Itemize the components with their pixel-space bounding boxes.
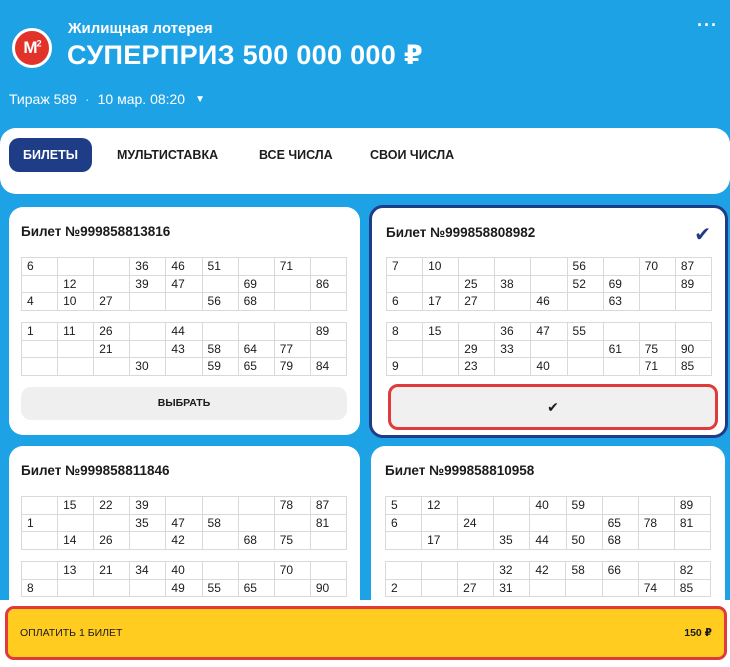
ticket-number-cell: 85	[674, 579, 710, 597]
ticket-number-cell: 27	[459, 293, 495, 311]
ticket-number-cell	[238, 497, 274, 515]
ticket-grid-row	[22, 293, 347, 311]
ticket-number-cell: 47	[166, 514, 202, 532]
ticket-number-cell	[639, 323, 675, 341]
ticket-number-cell: 39	[130, 275, 166, 293]
ticket-number-cell	[639, 293, 675, 311]
ticket-number-cell: 56	[567, 258, 603, 276]
ticket-number-cell	[94, 258, 130, 276]
ticket-number-cell: 63	[603, 293, 639, 311]
ticket-grid-row	[22, 497, 347, 515]
ticket-number-cell	[130, 532, 166, 550]
ticket-number-cell	[94, 514, 130, 532]
tabs-bar	[0, 128, 730, 194]
ticket-number-cell: 26	[94, 532, 130, 550]
ticket-number-cell	[238, 323, 274, 341]
ticket-number-cell	[530, 514, 566, 532]
ticket-number-cell: 29	[459, 340, 495, 358]
ticket-number-cell: 11	[58, 323, 94, 341]
ticket-number-cell: 89	[675, 275, 711, 293]
ticket-number-cell: 74	[638, 579, 674, 597]
ticket-number-cell: 70	[274, 562, 310, 580]
ticket-field-2	[386, 322, 712, 376]
ticket-number-cell	[22, 275, 58, 293]
ticket-number-cell	[274, 275, 310, 293]
ticket-grid-row	[386, 532, 711, 550]
ticket-number-cell: 55	[567, 323, 603, 341]
ticket-number-cell: 27	[458, 579, 494, 597]
ticket-number-cell: 36	[130, 258, 166, 276]
tab-multistake[interactable]: МУЛЬТИСТАВКА	[117, 148, 219, 162]
select-ticket-button[interactable]: ВЫБРАТЬ	[21, 387, 347, 420]
ticket-number-cell	[531, 258, 567, 276]
ticket-number-cell: 40	[530, 497, 566, 515]
ticket-number-cell	[423, 340, 459, 358]
ticket-number-cell	[58, 579, 94, 597]
ticket-number-cell: 34	[130, 562, 166, 580]
ticket-number-cell: 47	[166, 275, 202, 293]
ticket-number-cell: 14	[58, 532, 94, 550]
ticket-number-cell	[310, 340, 346, 358]
ticket-number-cell	[130, 293, 166, 311]
chevron-down-icon: ▼	[195, 93, 206, 105]
superprize-title: СУПЕРПРИЗ 500 000 000 ₽	[67, 40, 423, 70]
ticket-number-cell	[274, 293, 310, 311]
ticket-number-cell	[603, 358, 639, 376]
ticket-card[interactable]	[9, 446, 360, 616]
ticket-number-cell	[310, 258, 346, 276]
ticket-number-cell	[166, 293, 202, 311]
ticket-number-cell	[675, 293, 711, 311]
ticket-number-cell	[274, 323, 310, 341]
ticket-number-cell: 77	[274, 340, 310, 358]
ticket-number-cell: 30	[130, 358, 166, 376]
ticket-number-cell	[458, 532, 494, 550]
ticket-number-cell	[130, 323, 166, 341]
ticket-number-cell: 90	[310, 579, 346, 597]
ticket-number-cell: 10	[58, 293, 94, 311]
ticket-number-cell: 7	[387, 258, 423, 276]
ticket-number-cell	[274, 579, 310, 597]
ticket-number-cell	[530, 579, 566, 597]
ticket-field-1	[385, 496, 711, 550]
ticket-number-cell	[422, 579, 458, 597]
ticket-grid-row	[387, 323, 712, 341]
ticket-grid-row	[22, 562, 347, 580]
ticket-grid-row	[387, 293, 712, 311]
ticket-grid-row	[22, 514, 347, 532]
ticket-field-2	[21, 561, 347, 597]
ticket-number-cell: 71	[274, 258, 310, 276]
ticket-number-cell: 21	[94, 562, 130, 580]
ticket-number-cell	[94, 579, 130, 597]
ticket-number-cell	[202, 323, 238, 341]
ticket-number-cell	[603, 323, 639, 341]
ticket-number-cell	[567, 340, 603, 358]
ticket-number-cell	[602, 497, 638, 515]
ticket-number-cell: 27	[94, 293, 130, 311]
ticket-number-cell	[58, 358, 94, 376]
ticket-number-cell	[602, 579, 638, 597]
ticket-number-cell	[310, 562, 346, 580]
ticket-number-cell: 22	[94, 497, 130, 515]
ticket-number-cell	[386, 562, 422, 580]
ticket-number-cell: 38	[495, 275, 531, 293]
ticket-number-cell	[202, 275, 238, 293]
ticket-number-cell	[639, 275, 675, 293]
ticket-number-cell: 89	[674, 497, 710, 515]
pay-button[interactable]	[8, 609, 724, 657]
ticket-number-cell: 43	[166, 340, 202, 358]
ticket-grid-row	[387, 340, 712, 358]
ticket-number-cell: 8	[387, 323, 423, 341]
ticket-number-cell: 64	[238, 340, 274, 358]
ticket-number-cell	[458, 497, 494, 515]
ticket-number-cell	[459, 258, 495, 276]
ticket-number-cell: 58	[202, 340, 238, 358]
ticket-number-cell: 44	[166, 323, 202, 341]
ticket-number-cell	[22, 340, 58, 358]
ticket-number-cell: 24	[458, 514, 494, 532]
ticket-number-cell: 10	[423, 258, 459, 276]
ticket-number-cell: 12	[58, 275, 94, 293]
ticket-number-cell: 84	[310, 358, 346, 376]
ticket-number-cell: 49	[166, 579, 202, 597]
ticket-number-cell: 86	[310, 275, 346, 293]
pay-label: ОПЛАТИТЬ 1 БИЛЕТ	[20, 627, 123, 639]
ticket-number-cell	[495, 258, 531, 276]
ticket-number-cell: 71	[639, 358, 675, 376]
ticket-number-cell: 17	[422, 532, 458, 550]
ticket-number-cell: 50	[566, 532, 602, 550]
ticket-number-cell: 32	[494, 562, 530, 580]
ticket-number-cell: 52	[567, 275, 603, 293]
ticket-number-cell	[567, 293, 603, 311]
ticket-grid-row	[387, 358, 712, 376]
draw-date: 10 мар. 08:20	[97, 91, 186, 107]
ticket-number-cell: 15	[423, 323, 459, 341]
ticket-number-cell: 26	[94, 323, 130, 341]
ticket-grid-row	[386, 497, 711, 515]
ticket-grid-row	[386, 514, 711, 532]
ticket-number-cell: 68	[602, 532, 638, 550]
ticket-number-cell	[638, 497, 674, 515]
ticket-number-cell	[495, 358, 531, 376]
selected-ticket-button[interactable]: ✔	[390, 386, 716, 428]
ticket-field-2	[385, 561, 711, 597]
ticket-number-cell	[531, 275, 567, 293]
ticket-number-cell: 47	[531, 323, 567, 341]
ticket-number-cell	[166, 497, 202, 515]
ticket-field-2	[21, 322, 347, 376]
ticket-number-cell: 78	[638, 514, 674, 532]
ticket-number-cell: 44	[530, 532, 566, 550]
tab-all-numbers[interactable]: ВСЕ ЧИСЛА	[259, 148, 333, 162]
ticket-grid-row	[22, 275, 347, 293]
ticket-number-cell: 85	[675, 358, 711, 376]
lottery-name: Жилищная лотерея	[68, 20, 213, 37]
ticket-number-cell: 17	[423, 293, 459, 311]
draw-number: Тираж 589	[9, 91, 77, 107]
ticket-number-cell	[566, 514, 602, 532]
ticket-number-cell	[458, 562, 494, 580]
ticket-number-cell: 65	[238, 579, 274, 597]
draw-selector[interactable]	[9, 91, 205, 107]
ticket-grid-row	[387, 275, 712, 293]
ticket-number-cell: 33	[495, 340, 531, 358]
ticket-number-cell: 1	[22, 323, 58, 341]
ticket-grid-row	[22, 323, 347, 341]
ticket-grid-row	[22, 340, 347, 358]
ticket-number-cell	[58, 340, 94, 358]
ticket-number-cell: 12	[422, 497, 458, 515]
ticket-number-cell: 42	[530, 562, 566, 580]
ticket-number-cell	[202, 532, 238, 550]
ticket-number-cell	[495, 293, 531, 311]
ticket-card[interactable]	[9, 207, 360, 435]
ticket-number-cell	[310, 293, 346, 311]
ticket-number-cell: 61	[603, 340, 639, 358]
ticket-number-cell: 79	[274, 358, 310, 376]
ticket-number-cell: 31	[494, 579, 530, 597]
ticket-number-cell	[202, 562, 238, 580]
check-icon: ✔	[694, 224, 711, 246]
ticket-number-cell	[674, 532, 710, 550]
ticket-number-cell: 13	[58, 562, 94, 580]
ticket-number-cell	[238, 562, 274, 580]
ticket-card[interactable]	[371, 446, 725, 616]
ticket-number-cell	[238, 514, 274, 532]
ticket-number-cell	[238, 258, 274, 276]
ticket-number-cell: 39	[130, 497, 166, 515]
tab-tickets[interactable]: БИЛЕТЫ	[9, 138, 92, 172]
ticket-number-cell	[22, 562, 58, 580]
ticket-number-cell: 51	[202, 258, 238, 276]
ticket-number-cell: 15	[58, 497, 94, 515]
ticket-number-cell	[387, 340, 423, 358]
ticket-number-cell	[387, 275, 423, 293]
ticket-number-cell: 8	[22, 579, 58, 597]
ticket-number-cell: 81	[674, 514, 710, 532]
ticket-number-cell	[22, 497, 58, 515]
ticket-title: Билет №999858813816	[21, 224, 171, 239]
ticket-number-cell: 40	[166, 562, 202, 580]
ticket-number-cell	[386, 532, 422, 550]
ticket-number-cell: 59	[202, 358, 238, 376]
ticket-number-cell	[603, 258, 639, 276]
ticket-grid-row	[386, 579, 711, 597]
ticket-number-cell	[638, 562, 674, 580]
ticket-number-cell	[202, 497, 238, 515]
ticket-number-cell: 69	[603, 275, 639, 293]
ticket-grid-row	[387, 258, 712, 276]
ticket-number-cell: 36	[495, 323, 531, 341]
ticket-field-1	[386, 257, 712, 311]
ticket-number-cell: 6	[387, 293, 423, 311]
ticket-grid-row	[22, 358, 347, 376]
ticket-number-cell: 40	[531, 358, 567, 376]
ticket-number-cell	[531, 340, 567, 358]
ticket-number-cell: 9	[387, 358, 423, 376]
lottery-logo: $М^2$	[12, 28, 52, 68]
ticket-number-cell: 55	[202, 579, 238, 597]
ticket-number-cell: 81	[310, 514, 346, 532]
ticket-number-cell: 23	[459, 358, 495, 376]
ticket-number-cell: 68	[238, 293, 274, 311]
ticket-field-1	[21, 496, 347, 550]
ticket-number-cell	[566, 579, 602, 597]
ticket-number-cell	[422, 514, 458, 532]
ticket-number-cell	[310, 532, 346, 550]
ticket-number-cell: 35	[130, 514, 166, 532]
ticket-number-cell	[494, 514, 530, 532]
ticket-number-cell: 46	[166, 258, 202, 276]
ticket-number-cell: 25	[459, 275, 495, 293]
header	[0, 0, 730, 128]
ticket-number-cell: 56	[202, 293, 238, 311]
ticket-number-cell: 4	[22, 293, 58, 311]
separator-dot: ·	[84, 91, 90, 107]
ticket-grid-row	[386, 562, 711, 580]
ticket-number-cell: 65	[238, 358, 274, 376]
ticket-number-cell	[274, 514, 310, 532]
ticket-field-1	[21, 257, 347, 311]
ticket-number-cell: 5	[386, 497, 422, 515]
ticket-number-cell: 66	[602, 562, 638, 580]
ticket-number-cell	[94, 358, 130, 376]
ticket-grid-row	[22, 532, 347, 550]
ticket-number-cell: 87	[675, 258, 711, 276]
ticket-title: Билет №999858811846	[21, 463, 170, 478]
ticket-title: Билет №999858810958	[385, 463, 535, 478]
ticket-number-cell: 58	[202, 514, 238, 532]
ticket-number-cell: 69	[238, 275, 274, 293]
ticket-number-cell	[58, 514, 94, 532]
ticket-number-cell: 42	[166, 532, 202, 550]
ticket-number-cell: 68	[238, 532, 274, 550]
ticket-number-cell: 82	[674, 562, 710, 580]
ticket-number-cell: 87	[310, 497, 346, 515]
ticket-number-cell: 70	[639, 258, 675, 276]
ticket-number-cell	[638, 532, 674, 550]
ticket-number-cell	[423, 358, 459, 376]
ticket-number-cell	[130, 340, 166, 358]
ticket-number-cell	[94, 275, 130, 293]
ticket-number-cell: 75	[274, 532, 310, 550]
ticket-number-cell	[423, 275, 459, 293]
ticket-card-selected[interactable]	[369, 205, 728, 438]
ticket-number-cell: 75	[639, 340, 675, 358]
ticket-number-cell	[130, 579, 166, 597]
ticket-number-cell: 59	[566, 497, 602, 515]
ticket-number-cell: 1	[22, 514, 58, 532]
ticket-grid-row	[22, 579, 347, 597]
ticket-number-cell: 90	[675, 340, 711, 358]
tab-own-numbers[interactable]: СВОИ ЧИСЛА	[370, 148, 455, 162]
ticket-number-cell: 78	[274, 497, 310, 515]
ticket-number-cell: 21	[94, 340, 130, 358]
ticket-number-cell: 58	[566, 562, 602, 580]
ticket-number-cell	[166, 358, 202, 376]
ticket-grid-row	[22, 258, 347, 276]
ticket-number-cell	[22, 358, 58, 376]
ticket-number-cell: 6	[22, 258, 58, 276]
ticket-number-cell: 6	[386, 514, 422, 532]
ticket-number-cell	[675, 323, 711, 341]
pay-price: 150 ₽	[684, 627, 712, 639]
ticket-number-cell: 89	[310, 323, 346, 341]
ticket-number-cell	[494, 497, 530, 515]
ticket-number-cell	[22, 532, 58, 550]
ticket-number-cell	[567, 358, 603, 376]
ticket-number-cell	[422, 562, 458, 580]
ticket-number-cell: 35	[494, 532, 530, 550]
ticket-title: Билет №999858808982	[386, 225, 536, 240]
ticket-number-cell	[58, 258, 94, 276]
ticket-number-cell: 65	[602, 514, 638, 532]
more-options-icon[interactable]: ···	[697, 15, 718, 35]
ticket-number-cell: 46	[531, 293, 567, 311]
ticket-number-cell	[459, 323, 495, 341]
ticket-number-cell: 2	[386, 579, 422, 597]
